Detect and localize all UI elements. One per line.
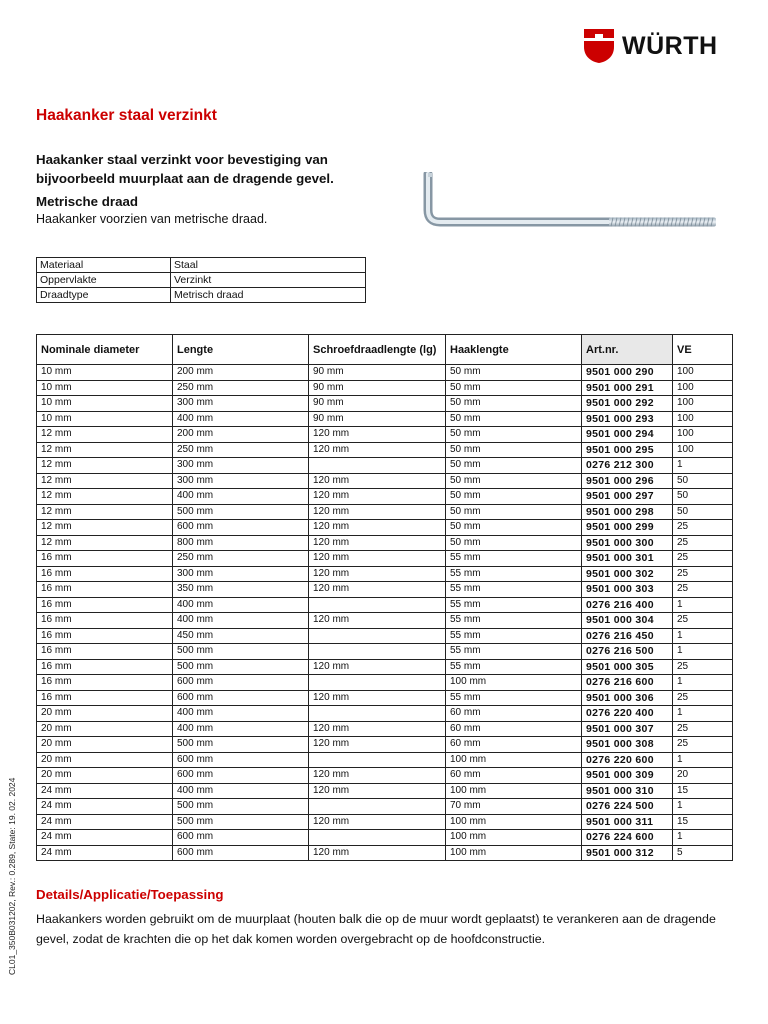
cell-thread-length: 120 mm bbox=[309, 690, 446, 706]
cell-packaging-unit: 100 bbox=[673, 365, 733, 381]
cell-packaging-unit: 100 bbox=[673, 380, 733, 396]
cell-article-number: 9501 000 305 bbox=[582, 659, 673, 675]
cell-thread-length: 120 mm bbox=[309, 783, 446, 799]
cell-article-number: 9501 000 291 bbox=[582, 380, 673, 396]
table-row bbox=[37, 768, 733, 784]
cell-thread-length bbox=[309, 644, 446, 660]
table-row bbox=[37, 845, 733, 861]
table-row bbox=[37, 659, 733, 675]
cell-nominal-diameter: 12 mm bbox=[37, 427, 173, 443]
property-label: Materiaal bbox=[37, 258, 171, 273]
cell-packaging-unit: 1 bbox=[673, 644, 733, 660]
cell-hook-length: 50 mm bbox=[446, 535, 582, 551]
header-packaging-unit: VE bbox=[673, 335, 733, 365]
cell-nominal-diameter: 12 mm bbox=[37, 489, 173, 505]
header-article-number: Art.nr. bbox=[582, 335, 673, 365]
cell-thread-length bbox=[309, 706, 446, 722]
cell-nominal-diameter: 20 mm bbox=[37, 752, 173, 768]
header-nominal-diameter: Nominale diameter bbox=[37, 335, 173, 365]
cell-thread-length bbox=[309, 628, 446, 644]
table-row bbox=[37, 535, 733, 551]
table-row bbox=[37, 380, 733, 396]
table-row bbox=[37, 597, 733, 613]
table-row bbox=[37, 721, 733, 737]
cell-packaging-unit: 25 bbox=[673, 690, 733, 706]
cell-hook-length: 55 mm bbox=[446, 659, 582, 675]
cell-thread-length: 120 mm bbox=[309, 721, 446, 737]
cell-hook-length: 100 mm bbox=[446, 814, 582, 830]
cell-article-number: 0276 216 450 bbox=[582, 628, 673, 644]
cell-hook-length: 55 mm bbox=[446, 566, 582, 582]
cell-packaging-unit: 25 bbox=[673, 613, 733, 629]
table-row bbox=[37, 427, 733, 443]
cell-article-number: 0276 216 500 bbox=[582, 644, 673, 660]
cell-nominal-diameter: 20 mm bbox=[37, 706, 173, 722]
cell-packaging-unit: 1 bbox=[673, 799, 733, 815]
intro-text: Haakanker staal verzinkt voor bevestiging van bijvoorbeeld muurplaat aan de dragende gevel. bbox=[36, 152, 334, 186]
cell-packaging-unit: 25 bbox=[673, 737, 733, 753]
cell-hook-length: 50 mm bbox=[446, 504, 582, 520]
cell-article-number: 9501 000 297 bbox=[582, 489, 673, 505]
cell-nominal-diameter: 16 mm bbox=[37, 582, 173, 598]
product-image bbox=[414, 172, 719, 233]
property-value: Verzinkt bbox=[171, 273, 366, 288]
table-row bbox=[37, 551, 733, 567]
cell-nominal-diameter: 12 mm bbox=[37, 520, 173, 536]
cell-article-number: 9501 000 302 bbox=[582, 566, 673, 582]
cell-thread-length: 120 mm bbox=[309, 489, 446, 505]
cell-thread-length: 90 mm bbox=[309, 396, 446, 412]
cell-packaging-unit: 1 bbox=[673, 628, 733, 644]
properties-table bbox=[36, 257, 366, 303]
cell-length: 600 mm bbox=[173, 768, 309, 784]
table-row bbox=[37, 613, 733, 629]
cell-length: 300 mm bbox=[173, 473, 309, 489]
cell-hook-length: 70 mm bbox=[446, 799, 582, 815]
table-row bbox=[37, 489, 733, 505]
cell-hook-length: 100 mm bbox=[446, 845, 582, 861]
property-row bbox=[37, 273, 366, 288]
table-row bbox=[37, 814, 733, 830]
table-row bbox=[37, 628, 733, 644]
cell-article-number: 9501 000 308 bbox=[582, 737, 673, 753]
cell-packaging-unit: 15 bbox=[673, 814, 733, 830]
cell-length: 500 mm bbox=[173, 799, 309, 815]
cell-packaging-unit: 20 bbox=[673, 768, 733, 784]
table-row bbox=[37, 783, 733, 799]
cell-article-number: 9501 000 309 bbox=[582, 768, 673, 784]
cell-thread-length: 90 mm bbox=[309, 365, 446, 381]
cell-length: 500 mm bbox=[173, 814, 309, 830]
cell-length: 400 mm bbox=[173, 706, 309, 722]
cell-article-number: 0276 224 500 bbox=[582, 799, 673, 815]
property-row bbox=[37, 288, 366, 303]
cell-packaging-unit: 50 bbox=[673, 504, 733, 520]
cell-thread-length: 120 mm bbox=[309, 551, 446, 567]
cell-nominal-diameter: 24 mm bbox=[37, 845, 173, 861]
cell-article-number: 9501 000 311 bbox=[582, 814, 673, 830]
cell-thread-length bbox=[309, 597, 446, 613]
cell-article-number: 9501 000 310 bbox=[582, 783, 673, 799]
cell-nominal-diameter: 12 mm bbox=[37, 504, 173, 520]
cell-packaging-unit: 1 bbox=[673, 458, 733, 474]
table-row bbox=[37, 675, 733, 691]
cell-packaging-unit: 100 bbox=[673, 442, 733, 458]
table-row bbox=[37, 442, 733, 458]
cell-thread-length bbox=[309, 458, 446, 474]
cell-nominal-diameter: 10 mm bbox=[37, 380, 173, 396]
cell-nominal-diameter: 24 mm bbox=[37, 783, 173, 799]
cell-hook-length: 50 mm bbox=[446, 365, 582, 381]
table-header-row bbox=[37, 335, 733, 365]
cell-nominal-diameter: 12 mm bbox=[37, 473, 173, 489]
cell-article-number: 9501 000 306 bbox=[582, 690, 673, 706]
cell-packaging-unit: 100 bbox=[673, 396, 733, 412]
cell-length: 600 mm bbox=[173, 690, 309, 706]
cell-hook-length: 50 mm bbox=[446, 458, 582, 474]
cell-length: 400 mm bbox=[173, 489, 309, 505]
cell-hook-length: 50 mm bbox=[446, 411, 582, 427]
subtext: Haakanker voorzien van metrische draad. bbox=[36, 212, 268, 226]
cell-hook-length: 50 mm bbox=[446, 520, 582, 536]
cell-thread-length: 120 mm bbox=[309, 659, 446, 675]
table-row bbox=[37, 690, 733, 706]
cell-packaging-unit: 25 bbox=[673, 551, 733, 567]
cell-thread-length: 120 mm bbox=[309, 504, 446, 520]
cell-hook-length: 50 mm bbox=[446, 396, 582, 412]
cell-nominal-diameter: 16 mm bbox=[37, 675, 173, 691]
cell-packaging-unit: 25 bbox=[673, 566, 733, 582]
cell-packaging-unit: 100 bbox=[673, 427, 733, 443]
cell-length: 600 mm bbox=[173, 520, 309, 536]
cell-length: 600 mm bbox=[173, 752, 309, 768]
cell-hook-length: 55 mm bbox=[446, 613, 582, 629]
header-thread-length: Schroefdraadlengte (lg) bbox=[309, 335, 446, 365]
cell-length: 500 mm bbox=[173, 504, 309, 520]
cell-nominal-diameter: 12 mm bbox=[37, 442, 173, 458]
table-row bbox=[37, 520, 733, 536]
header-hook-length: Haaklengte bbox=[446, 335, 582, 365]
cell-article-number: 0276 216 600 bbox=[582, 675, 673, 691]
cell-length: 400 mm bbox=[173, 613, 309, 629]
cell-thread-length: 120 mm bbox=[309, 814, 446, 830]
table-row bbox=[37, 799, 733, 815]
cell-hook-length: 50 mm bbox=[446, 489, 582, 505]
cell-hook-length: 60 mm bbox=[446, 721, 582, 737]
cell-length: 300 mm bbox=[173, 458, 309, 474]
table-row bbox=[37, 458, 733, 474]
cell-hook-length: 55 mm bbox=[446, 690, 582, 706]
cell-thread-length: 120 mm bbox=[309, 442, 446, 458]
brand-name: WÜRTH bbox=[622, 31, 718, 60]
cell-nominal-diameter: 12 mm bbox=[37, 458, 173, 474]
cell-packaging-unit: 25 bbox=[673, 659, 733, 675]
table-row bbox=[37, 473, 733, 489]
cell-thread-length: 120 mm bbox=[309, 845, 446, 861]
cell-nominal-diameter: 10 mm bbox=[37, 411, 173, 427]
cell-thread-length bbox=[309, 752, 446, 768]
cell-packaging-unit: 25 bbox=[673, 535, 733, 551]
cell-length: 400 mm bbox=[173, 597, 309, 613]
cell-length: 500 mm bbox=[173, 737, 309, 753]
cell-packaging-unit: 100 bbox=[673, 411, 733, 427]
property-label: Draadtype bbox=[37, 288, 171, 303]
cell-thread-length: 120 mm bbox=[309, 566, 446, 582]
cell-hook-length: 100 mm bbox=[446, 675, 582, 691]
cell-length: 400 mm bbox=[173, 411, 309, 427]
cell-thread-length: 90 mm bbox=[309, 411, 446, 427]
cell-length: 250 mm bbox=[173, 551, 309, 567]
cell-nominal-diameter: 20 mm bbox=[37, 768, 173, 784]
cell-thread-length: 120 mm bbox=[309, 473, 446, 489]
cell-thread-length: 120 mm bbox=[309, 582, 446, 598]
property-label: Oppervlakte bbox=[37, 273, 171, 288]
cell-thread-length bbox=[309, 675, 446, 691]
cell-article-number: 9501 000 294 bbox=[582, 427, 673, 443]
cell-packaging-unit: 1 bbox=[673, 706, 733, 722]
table-row bbox=[37, 504, 733, 520]
cell-length: 400 mm bbox=[173, 783, 309, 799]
cell-length: 300 mm bbox=[173, 566, 309, 582]
cell-article-number: 0276 216 400 bbox=[582, 597, 673, 613]
cell-hook-length: 50 mm bbox=[446, 427, 582, 443]
cell-nominal-diameter: 16 mm bbox=[37, 597, 173, 613]
cell-packaging-unit: 25 bbox=[673, 582, 733, 598]
cell-hook-length: 60 mm bbox=[446, 737, 582, 753]
cell-nominal-diameter: 24 mm bbox=[37, 799, 173, 815]
cell-hook-length: 100 mm bbox=[446, 830, 582, 846]
cell-nominal-diameter: 24 mm bbox=[37, 814, 173, 830]
table-row bbox=[37, 582, 733, 598]
cell-article-number: 0276 220 400 bbox=[582, 706, 673, 722]
cell-length: 450 mm bbox=[173, 628, 309, 644]
product-table bbox=[36, 334, 733, 861]
cell-article-number: 9501 000 296 bbox=[582, 473, 673, 489]
cell-hook-length: 100 mm bbox=[446, 783, 582, 799]
property-value: Staal bbox=[171, 258, 366, 273]
cell-article-number: 9501 000 293 bbox=[582, 411, 673, 427]
cell-thread-length bbox=[309, 799, 446, 815]
cell-nominal-diameter: 16 mm bbox=[37, 690, 173, 706]
cell-article-number: 9501 000 312 bbox=[582, 845, 673, 861]
cell-thread-length bbox=[309, 830, 446, 846]
cell-length: 600 mm bbox=[173, 845, 309, 861]
cell-article-number: 0276 224 600 bbox=[582, 830, 673, 846]
cell-article-number: 9501 000 295 bbox=[582, 442, 673, 458]
cell-hook-length: 55 mm bbox=[446, 551, 582, 567]
cell-hook-length: 55 mm bbox=[446, 597, 582, 613]
cell-hook-length: 60 mm bbox=[446, 706, 582, 722]
wurth-logo-icon bbox=[584, 29, 614, 63]
wurth-logo bbox=[584, 29, 718, 63]
document-reference: CL01_350B031202, Rev.: 0.289, State: 19. 02. 2024 bbox=[7, 777, 17, 975]
cell-article-number: 9501 000 292 bbox=[582, 396, 673, 412]
cell-nominal-diameter: 16 mm bbox=[37, 551, 173, 567]
cell-nominal-diameter: 20 mm bbox=[37, 721, 173, 737]
cell-packaging-unit: 1 bbox=[673, 675, 733, 691]
cell-length: 400 mm bbox=[173, 721, 309, 737]
cell-article-number: 9501 000 301 bbox=[582, 551, 673, 567]
table-row bbox=[37, 365, 733, 381]
cell-hook-length: 50 mm bbox=[446, 442, 582, 458]
cell-length: 350 mm bbox=[173, 582, 309, 598]
cell-nominal-diameter: 24 mm bbox=[37, 830, 173, 846]
table-row bbox=[37, 566, 733, 582]
details-text: Haakankers worden gebruikt om de muurplaat (houten balk die op de muur wordt geplaatst) te verankeren aan de dragende gevel, zodat de krachten die op het dak komen worden overgebracht op de hoofdconstructie. bbox=[36, 912, 716, 946]
table-row bbox=[37, 706, 733, 722]
cell-nominal-diameter: 10 mm bbox=[37, 365, 173, 381]
cell-nominal-diameter: 20 mm bbox=[37, 737, 173, 753]
cell-packaging-unit: 25 bbox=[673, 520, 733, 536]
cell-packaging-unit: 50 bbox=[673, 473, 733, 489]
table-row bbox=[37, 752, 733, 768]
cell-packaging-unit: 50 bbox=[673, 489, 733, 505]
property-row bbox=[37, 258, 366, 273]
cell-thread-length: 120 mm bbox=[309, 737, 446, 753]
cell-nominal-diameter: 16 mm bbox=[37, 613, 173, 629]
cell-packaging-unit: 25 bbox=[673, 721, 733, 737]
cell-article-number: 9501 000 300 bbox=[582, 535, 673, 551]
cell-packaging-unit: 15 bbox=[673, 783, 733, 799]
cell-article-number: 9501 000 304 bbox=[582, 613, 673, 629]
cell-article-number: 0276 212 300 bbox=[582, 458, 673, 474]
page-title: Haakanker staal verzinkt bbox=[36, 107, 217, 124]
cell-packaging-unit: 1 bbox=[673, 752, 733, 768]
cell-hook-length: 55 mm bbox=[446, 644, 582, 660]
details-heading: Details/Applicatie/Toepassing bbox=[36, 887, 224, 902]
cell-hook-length: 60 mm bbox=[446, 768, 582, 784]
cell-nominal-diameter: 16 mm bbox=[37, 628, 173, 644]
cell-packaging-unit: 1 bbox=[673, 597, 733, 613]
cell-thread-length: 90 mm bbox=[309, 380, 446, 396]
cell-nominal-diameter: 16 mm bbox=[37, 566, 173, 582]
cell-length: 600 mm bbox=[173, 830, 309, 846]
cell-hook-length: 50 mm bbox=[446, 380, 582, 396]
cell-thread-length: 120 mm bbox=[309, 768, 446, 784]
cell-thread-length: 120 mm bbox=[309, 427, 446, 443]
cell-length: 200 mm bbox=[173, 365, 309, 381]
cell-length: 300 mm bbox=[173, 396, 309, 412]
cell-nominal-diameter: 10 mm bbox=[37, 396, 173, 412]
table-row bbox=[37, 411, 733, 427]
cell-article-number: 9501 000 307 bbox=[582, 721, 673, 737]
cell-nominal-diameter: 12 mm bbox=[37, 535, 173, 551]
cell-thread-length: 120 mm bbox=[309, 535, 446, 551]
cell-length: 600 mm bbox=[173, 675, 309, 691]
cell-article-number: 9501 000 298 bbox=[582, 504, 673, 520]
table-row bbox=[37, 644, 733, 660]
cell-hook-length: 50 mm bbox=[446, 473, 582, 489]
cell-length: 250 mm bbox=[173, 442, 309, 458]
cell-thread-length: 120 mm bbox=[309, 613, 446, 629]
cell-hook-length: 100 mm bbox=[446, 752, 582, 768]
cell-article-number: 0276 220 600 bbox=[582, 752, 673, 768]
cell-hook-length: 55 mm bbox=[446, 628, 582, 644]
subheading: Metrische draad bbox=[36, 194, 138, 209]
cell-length: 500 mm bbox=[173, 644, 309, 660]
cell-length: 800 mm bbox=[173, 535, 309, 551]
table-row bbox=[37, 737, 733, 753]
cell-length: 200 mm bbox=[173, 427, 309, 443]
cell-article-number: 9501 000 290 bbox=[582, 365, 673, 381]
cell-nominal-diameter: 16 mm bbox=[37, 659, 173, 675]
table-row bbox=[37, 396, 733, 412]
property-value: Metrisch draad bbox=[171, 288, 366, 303]
cell-hook-length: 55 mm bbox=[446, 582, 582, 598]
cell-length: 500 mm bbox=[173, 659, 309, 675]
header-length: Lengte bbox=[173, 335, 309, 365]
cell-length: 250 mm bbox=[173, 380, 309, 396]
cell-packaging-unit: 5 bbox=[673, 845, 733, 861]
cell-thread-length: 120 mm bbox=[309, 520, 446, 536]
table-row bbox=[37, 830, 733, 846]
cell-packaging-unit: 1 bbox=[673, 830, 733, 846]
cell-article-number: 9501 000 303 bbox=[582, 582, 673, 598]
cell-article-number: 9501 000 299 bbox=[582, 520, 673, 536]
cell-nominal-diameter: 16 mm bbox=[37, 644, 173, 660]
